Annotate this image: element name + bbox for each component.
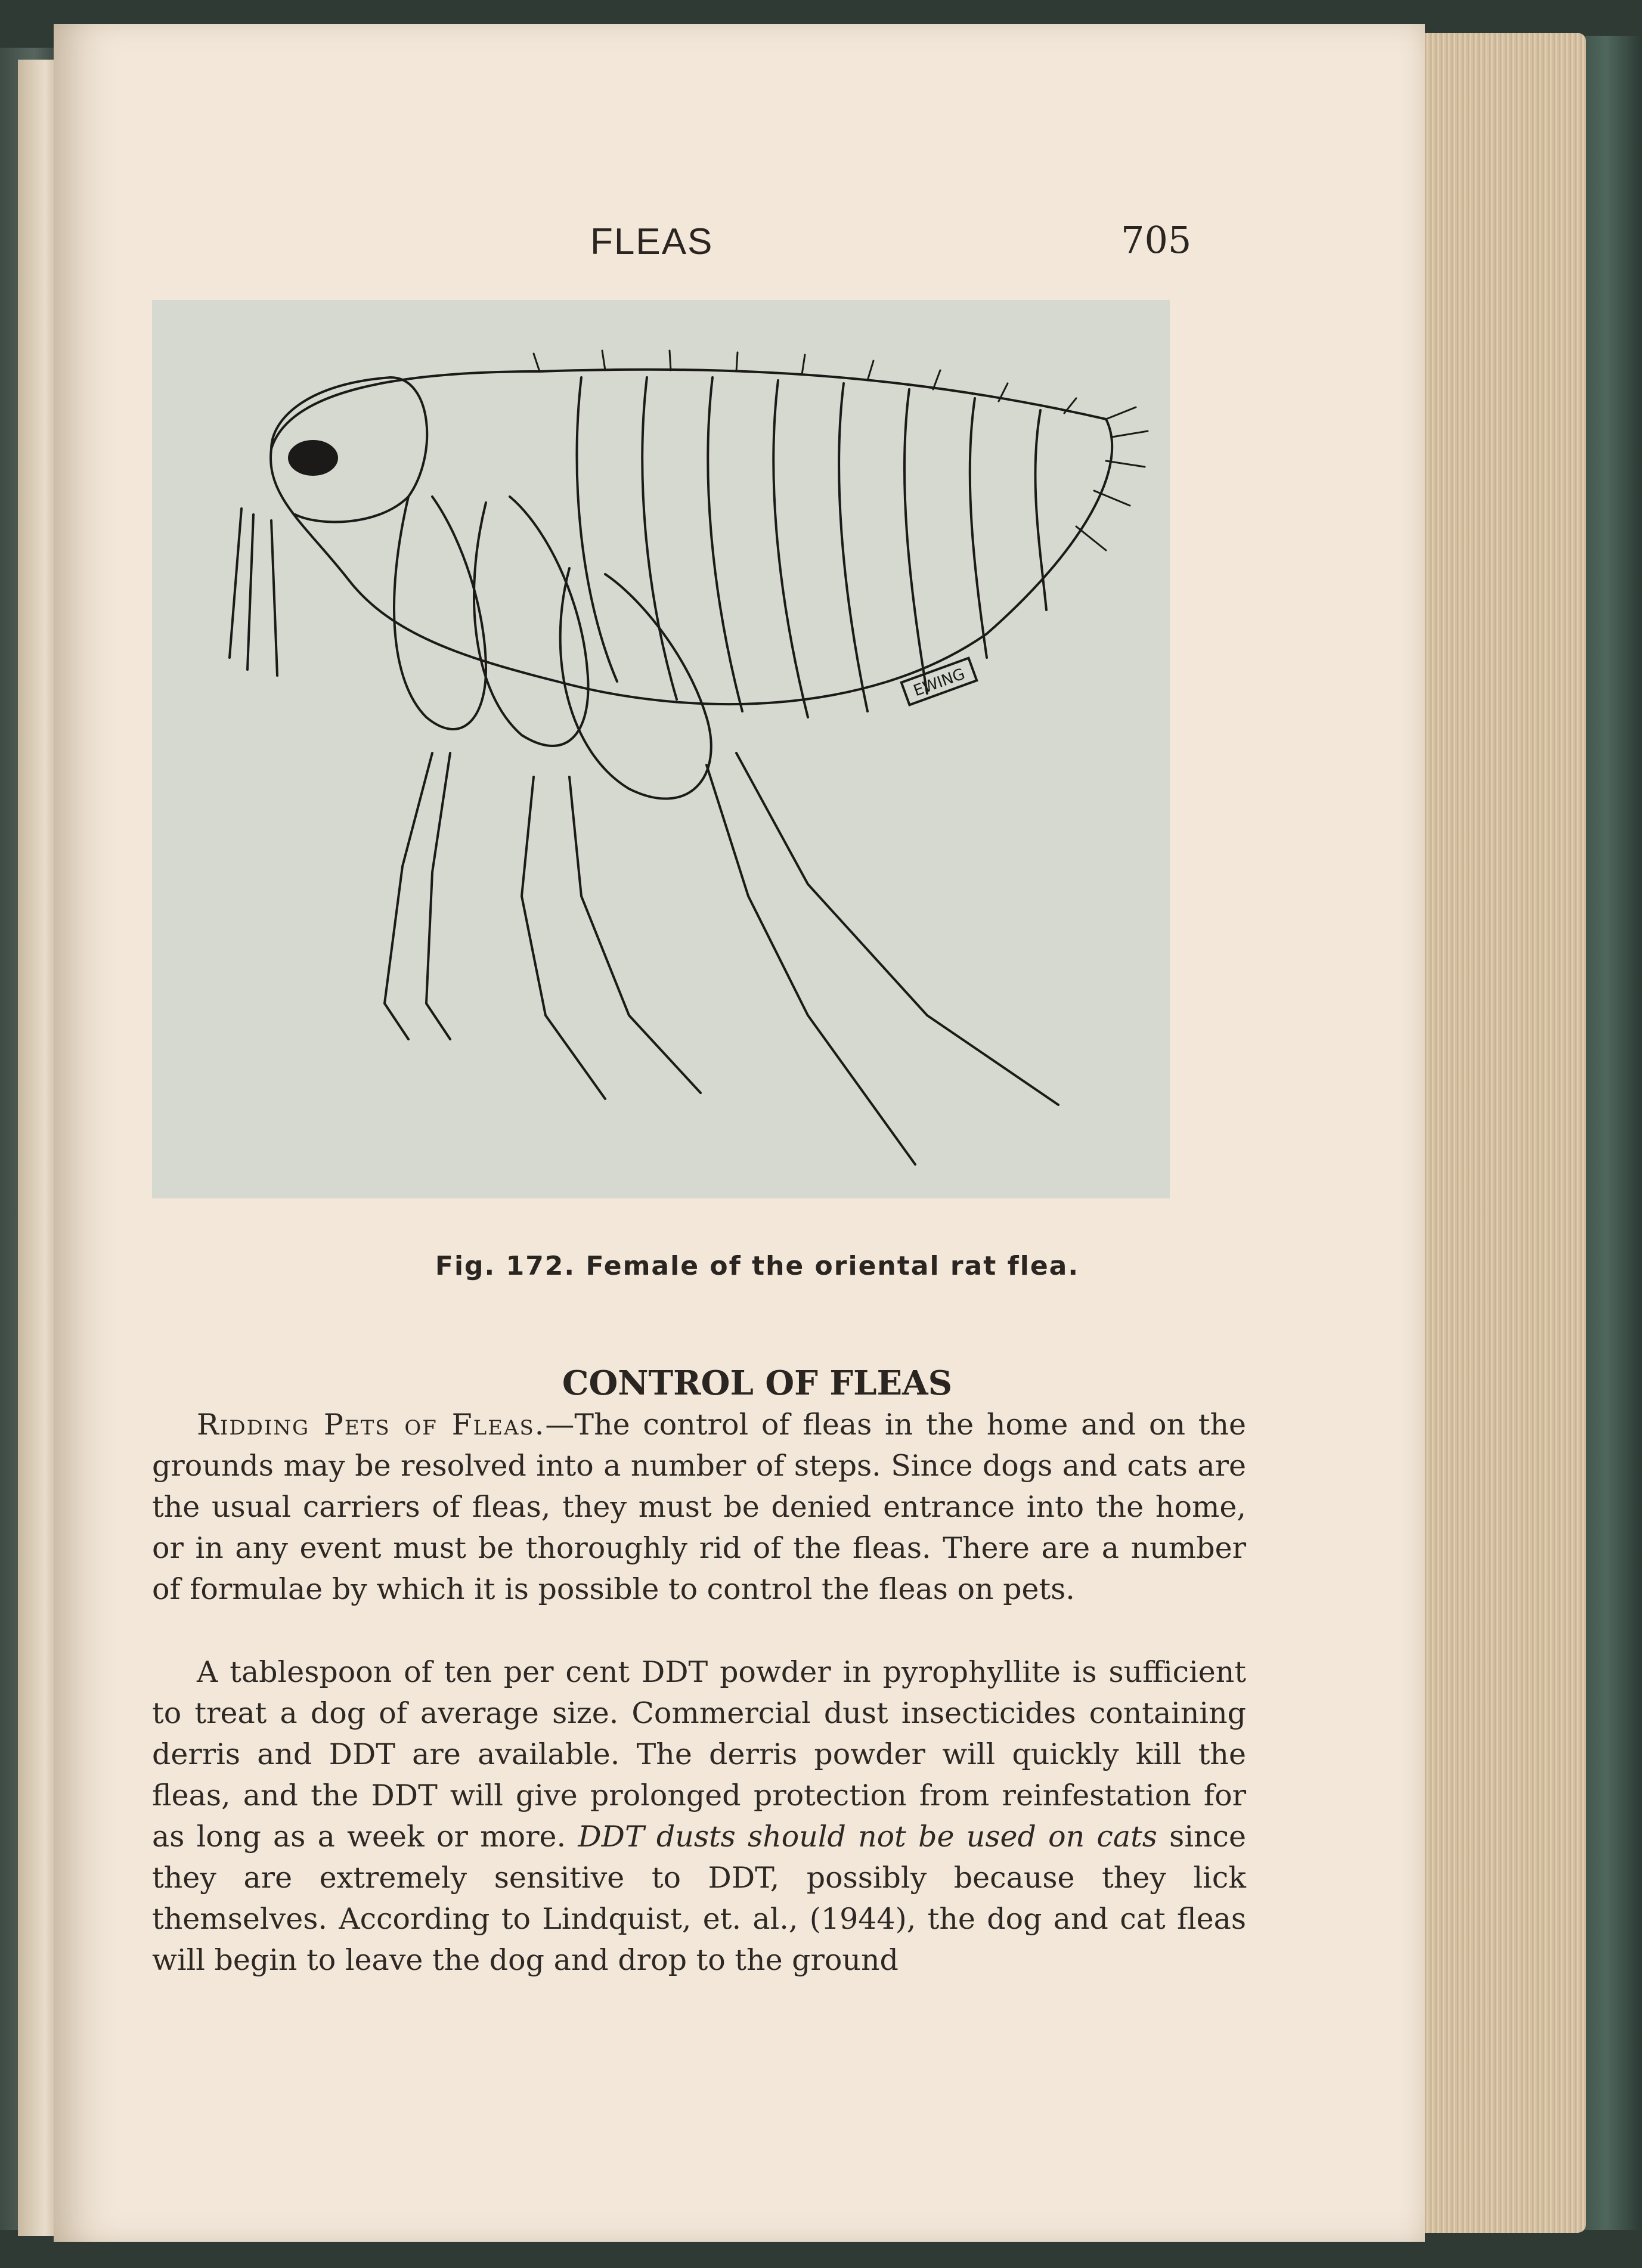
figure-caption: Fig. 172. Female of the oriental rat flea. [435,1251,1080,1281]
page-block-edge [1413,33,1586,2233]
paragraph-text: since they are extremely sensitive to DDT, possibly because they lick themselves. According to Lindquist, et. al., (1944), the dog and cat fleas will begin to leave the dog and drop to the ground [152,1820,1246,1977]
section-heading: CONTROL OF FLEAS [562,1364,953,1403]
flea-illustration [152,300,1170,1198]
illustrator-signature: EWING [911,665,968,701]
page-number: 705 [1121,218,1192,262]
run-in-heading: Ridding Pets of Fleas. [197,1408,546,1442]
paragraph-ridding-pets [152,1404,1246,1610]
book-page [54,24,1425,2242]
running-head: FLEAS [590,221,714,262]
facing-page-edge [18,60,57,2236]
flea-drawing [152,300,1170,1198]
paragraph-text: A tablespoon of ten per cent DDT powder in pyrophyllite is sufficient to treat a dog of average size. Commercial dust insecticides containing derris and DDT are available. The derris powder will quickly kill the fleas, and the DDT will give prolonged protection from reinfestation for as long as a week or more. [152,1655,1246,1854]
paragraph-ddt-powder [152,1652,1246,1981]
paragraph-text: —The control of fleas in the home and on the grounds may be resolved into a number of steps. Since dogs and cats are the usual carriers of fleas, they must be denied entrance into the home, or in any event must be thoroughly rid of the fleas. There are a number of formulae by which it is possible to control the fleas on pets. [152,1408,1247,1606]
italic-warning: DDT dusts should not be used on cats [578,1820,1157,1854]
